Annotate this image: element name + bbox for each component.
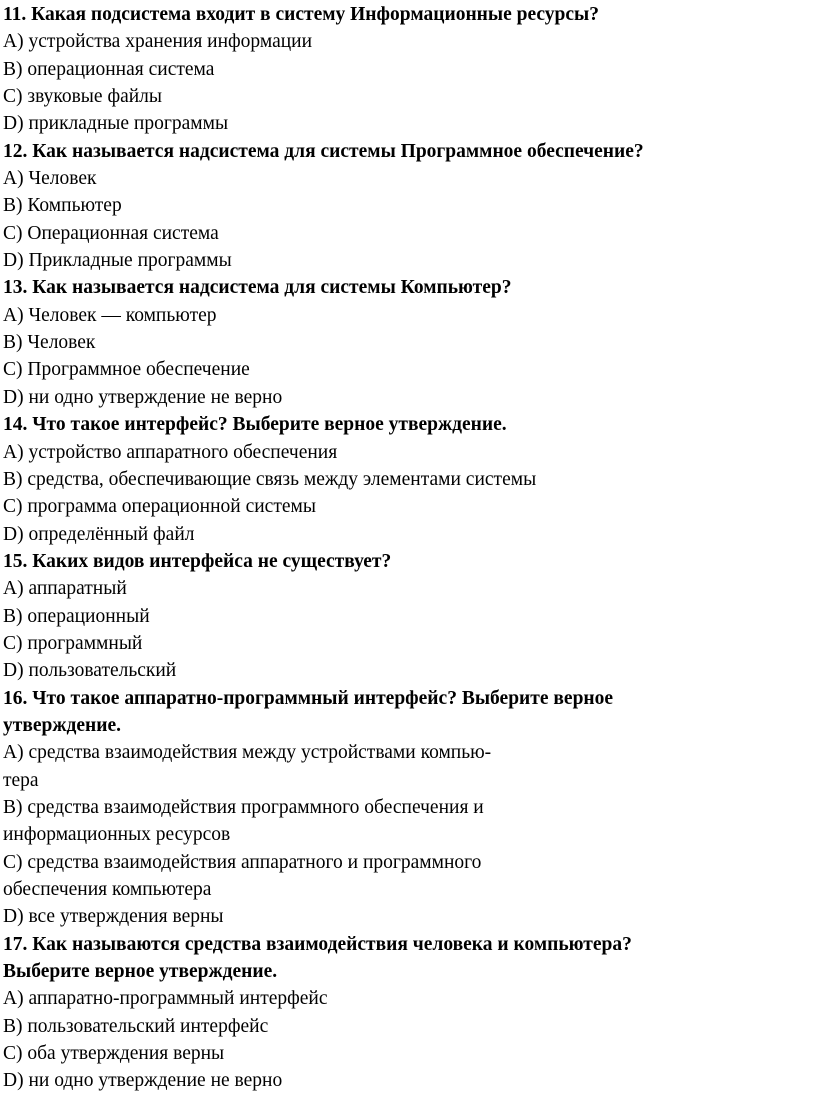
- answer-option: B) операционная система: [3, 58, 215, 80]
- answer-option: D) ни одно утверждение не верно: [3, 386, 283, 408]
- answer-option: обеспечения компьютера: [3, 879, 212, 900]
- answer-option: тера: [3, 769, 39, 791]
- answer-option: B) Компьютер: [3, 195, 122, 217]
- quiz-page: [3, 1, 813, 1095]
- answer-option: B) пользовательский интерфейс: [3, 1015, 269, 1037]
- answer-option: D) все утверждения верны: [3, 906, 224, 928]
- answer-option: A) устройство аппаратного обеспечения: [3, 441, 338, 463]
- question-line: 14. Что такое интерфейс? Выберите верное утверждение.: [3, 414, 507, 436]
- answer-option: C) Операционная система: [3, 222, 219, 244]
- answer-option: B) средства, обеспечивающие связь между элементами системы: [3, 468, 537, 490]
- answer-option: A) средства взаимодействия между устройствами компью-: [3, 742, 492, 764]
- answer-option: C) программа операционной системы: [3, 496, 316, 518]
- question-line: 11. Какая подсистема входит в систему Информационные ресурсы?: [3, 4, 600, 25]
- question-line: 16. Что такое аппаратно-программный интерфейс? Выберите верное: [3, 687, 614, 709]
- answer-option: A) Человек: [3, 168, 97, 190]
- answer-option: C) Программное обеспечение: [3, 359, 250, 381]
- answer-option: информационных ресурсов: [3, 824, 231, 846]
- answer-option: B) операционный: [3, 605, 150, 627]
- question-line: утверждение.: [3, 714, 122, 736]
- answer-option: A) устройства хранения информации: [3, 31, 313, 53]
- question-line: 12. Как называется надсистема для системы Программное обеспечение?: [3, 140, 644, 162]
- answer-option: C) звуковые файлы: [3, 86, 162, 108]
- answer-option: B) Человек: [3, 332, 96, 354]
- answer-option: B) средства взаимодействия программного обеспечения и: [3, 796, 484, 818]
- answer-option: C) средства взаимодействия аппаратного и программного: [3, 851, 482, 873]
- answer-option: D) Прикладные программы: [3, 250, 232, 272]
- answer-option: C) оба утверждения верны: [3, 1043, 225, 1065]
- answer-option: A) аппаратный: [3, 578, 127, 600]
- answer-option: A) Человек — компьютер: [3, 304, 217, 326]
- answer-option: D) ни одно утверждение не верно: [3, 1070, 283, 1092]
- answer-option: D) определённый файл: [3, 523, 195, 545]
- question-line: 17. Как называются средства взаимодействия человека и компьютера?: [3, 933, 632, 955]
- question-line: 13. Как называется надсистема для системы Компьютер?: [3, 277, 512, 299]
- question-line: 15. Каких видов интерфейса не существует?: [3, 550, 392, 572]
- answer-option: D) пользовательский: [3, 660, 177, 682]
- question-line: Выберите верное утверждение.: [3, 961, 278, 983]
- answer-option: A) аппаратно-программный интерфейс: [3, 988, 328, 1010]
- answer-option: D) прикладные программы: [3, 113, 229, 135]
- answer-option: C) программный: [3, 632, 143, 654]
